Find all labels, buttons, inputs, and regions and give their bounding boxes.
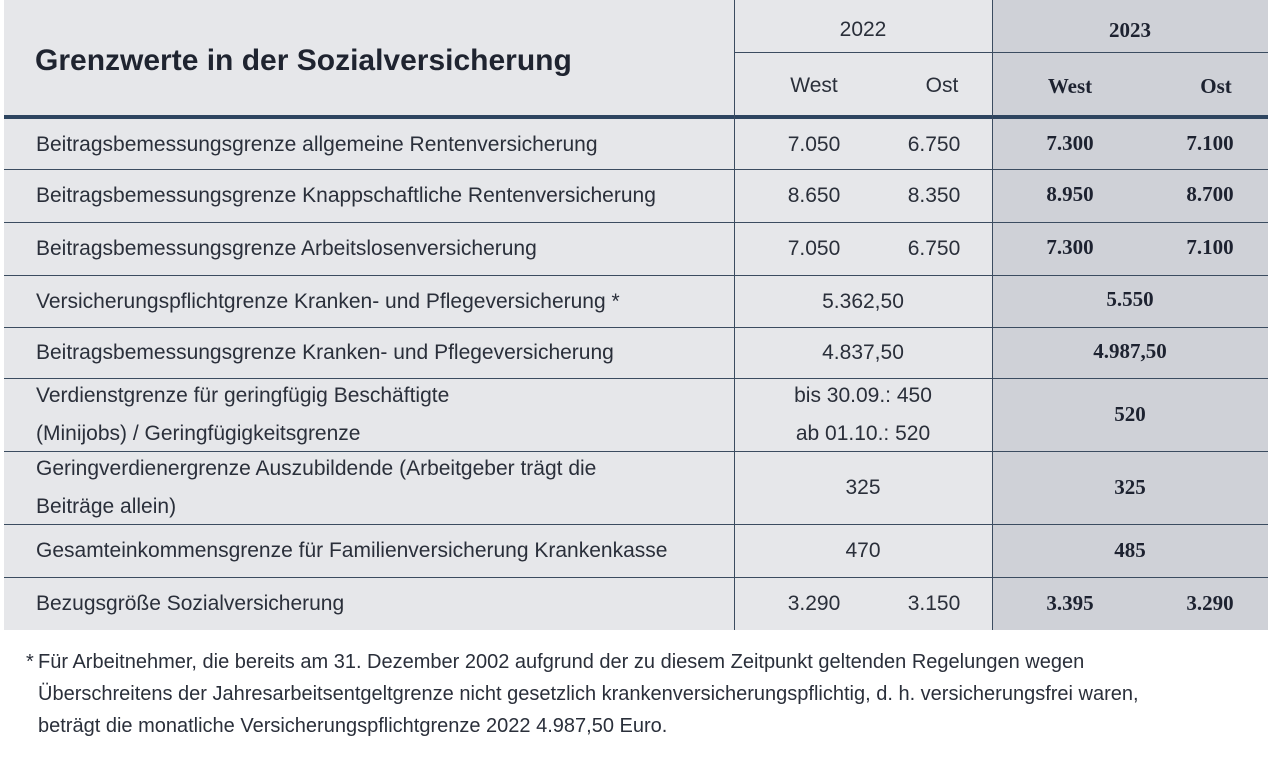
row-label: Versicherungspflichtgrenze Kranken- und Pflegeversicherung * bbox=[36, 289, 620, 313]
cell-2022-merged: 5.362,50 bbox=[822, 289, 904, 313]
header-2022-ost: Ost bbox=[925, 74, 959, 97]
header-2022-west: West bbox=[790, 74, 838, 97]
cell-2022-ost: 6.750 bbox=[907, 237, 961, 260]
cell-line: bis 30.09.: 450 bbox=[794, 384, 932, 407]
table-row bbox=[4, 525, 1268, 577]
cell-2023-ost: 7.100 bbox=[1186, 130, 1234, 155]
cell-2022-merged bbox=[734, 379, 992, 451]
cell-2022-merged: 470 bbox=[845, 539, 881, 562]
row-label: Beitragsbemessungsgrenze Kranken- und Pflegeversicherung bbox=[36, 341, 614, 364]
cell-2022-ost: 8.350 bbox=[907, 184, 961, 207]
cell-2023-merged: 485 bbox=[1114, 537, 1146, 562]
row-label bbox=[36, 452, 596, 524]
cell-2022-west: 3.290 bbox=[787, 592, 841, 615]
table-row bbox=[4, 223, 1268, 275]
cell-2023-west: 7.300 bbox=[1046, 130, 1094, 155]
row-label: Beitragsbemessungsgrenze allgemeine Rentenversicherung bbox=[36, 132, 598, 156]
header-year-2023: 2023 bbox=[1109, 17, 1151, 42]
header-divider bbox=[734, 52, 1268, 53]
header-2023-west: West bbox=[1047, 73, 1093, 98]
row-label-line: Geringverdienergrenze Auszubildende (Arbeitgeber trägt die bbox=[36, 457, 597, 480]
row-label: Gesamteinkommensgrenze für Familienversicherung Krankenkasse bbox=[36, 539, 668, 562]
cell-2022-merged: 4.837,50 bbox=[822, 341, 904, 364]
page-title: Grenzwerte in der Sozialversicherung bbox=[35, 44, 572, 77]
cell-2022-west: 7.050 bbox=[787, 237, 841, 260]
row-label-line: (Minijobs) / Geringfügigkeitsgrenze bbox=[36, 422, 361, 445]
cell-2023-ost: 3.290 bbox=[1186, 590, 1234, 615]
footnote-marker: * bbox=[26, 651, 34, 673]
cell-2022-west: 8.650 bbox=[787, 184, 841, 207]
cell-line: ab 01.10.: 520 bbox=[795, 422, 931, 445]
limits-table bbox=[4, 0, 1268, 630]
cell-2023-merged: 325 bbox=[1114, 474, 1146, 499]
footnote bbox=[26, 646, 1256, 742]
footnote-line bbox=[26, 646, 1256, 678]
table-row bbox=[4, 276, 1268, 327]
cell-2022-ost: 3.150 bbox=[907, 592, 961, 615]
footnote-line: beträgt die monatliche Versicherungspflichtgrenze 2022 4.987,50 Euro. bbox=[38, 715, 668, 737]
cell-2023-merged: 5.550 bbox=[1106, 287, 1154, 311]
cell-2023-merged: 4.987,50 bbox=[1093, 338, 1167, 363]
row-label bbox=[36, 379, 449, 451]
footnote-line: Überschreitens der Jahresarbeitsentgeltgrenze nicht gesetzlich krankenversicherungspflichtig, d. h. versicherungsfrei waren, bbox=[38, 683, 1139, 705]
table-row bbox=[4, 170, 1268, 222]
table-row bbox=[4, 120, 1268, 169]
cell-2023-west: 8.950 bbox=[1046, 181, 1094, 206]
header-year-2022: 2022 bbox=[839, 18, 887, 41]
cell-2023-ost: 7.100 bbox=[1186, 234, 1234, 259]
footnote-text: Für Arbeitnehmer, die bereits am 31. Dezember 2002 aufgrund der zu diesem Zeitpunkt geltenden Regelungen wegen bbox=[38, 651, 1085, 673]
cell-2022-west: 7.050 bbox=[787, 132, 841, 156]
row-label: Bezugsgröße Sozialversicherung bbox=[36, 592, 345, 615]
row-label: Beitragsbemessungsgrenze Knappschaftliche Rentenversicherung bbox=[36, 184, 656, 207]
cell-2023-west: 7.300 bbox=[1046, 234, 1094, 259]
header-bottom-rule bbox=[4, 115, 1268, 119]
cell-2023-west: 3.395 bbox=[1046, 590, 1094, 615]
table-row bbox=[4, 328, 1268, 378]
header-2023-ost: Ost bbox=[1200, 73, 1232, 98]
row-label-line: Beiträge allein) bbox=[36, 495, 177, 518]
row-label-line: Verdienstgrenze für geringfügig Beschäftigte bbox=[36, 384, 450, 407]
table-row bbox=[4, 578, 1268, 630]
cell-2023-merged: 520 bbox=[1114, 401, 1146, 426]
cell-2022-merged: 325 bbox=[845, 476, 881, 499]
table-row bbox=[4, 452, 1268, 524]
cell-2023-ost: 8.700 bbox=[1186, 181, 1234, 206]
table-row bbox=[4, 379, 1268, 451]
row-label: Beitragsbemessungsgrenze Arbeitslosenversicherung bbox=[36, 237, 537, 260]
cell-2022-ost: 6.750 bbox=[907, 132, 961, 156]
